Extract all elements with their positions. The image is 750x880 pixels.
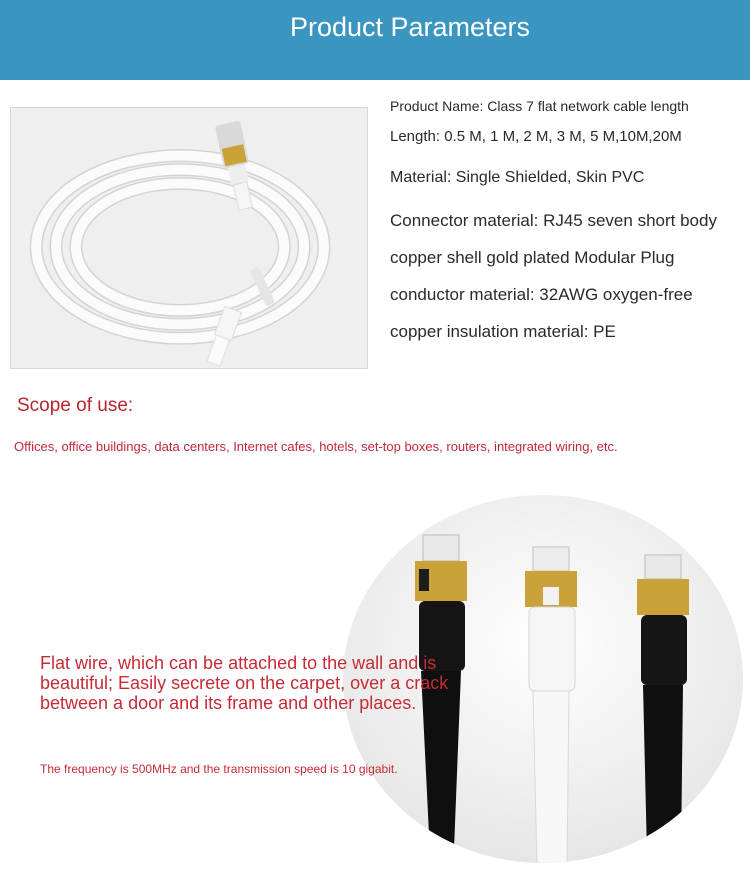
spec-conductor-line1: conductor material: 32AWG oxygen-free (390, 285, 693, 304)
spec-connector-line2: copper shell gold plated Modular Plug (390, 248, 675, 267)
spec-conductor-line2: copper insulation material: PE (390, 322, 616, 341)
spec-connector-line1: Connector material: RJ45 seven short body (390, 211, 717, 230)
spec-material: Material: Single Shielded, Skin PVC (390, 169, 645, 186)
flat-wire-description: Flat wire, which can be attached to the wall and is beautiful; Easily secrete on the carpet, over a crack between a door and its frame and other places. (40, 653, 449, 713)
page-header (0, 0, 750, 80)
scope-list: Offices, office buildings, data centers, Internet cafes, hotels, set-top boxes, routers, integrated wiring, etc. (14, 439, 618, 454)
spec-product-name: Product Name: Class 7 flat network cable length (390, 98, 689, 114)
spec-length: Length: 0.5 M, 1 M, 2 M, 3 M, 5 M,10M,20M (390, 128, 682, 145)
scope-title: Scope of use: (17, 395, 134, 416)
coiled-cable-photo (10, 107, 368, 369)
frequency-note: The frequency is 500MHz and the transmission speed is 10 gigabit. (40, 762, 398, 776)
page-title: Product Parameters (289, 12, 531, 42)
